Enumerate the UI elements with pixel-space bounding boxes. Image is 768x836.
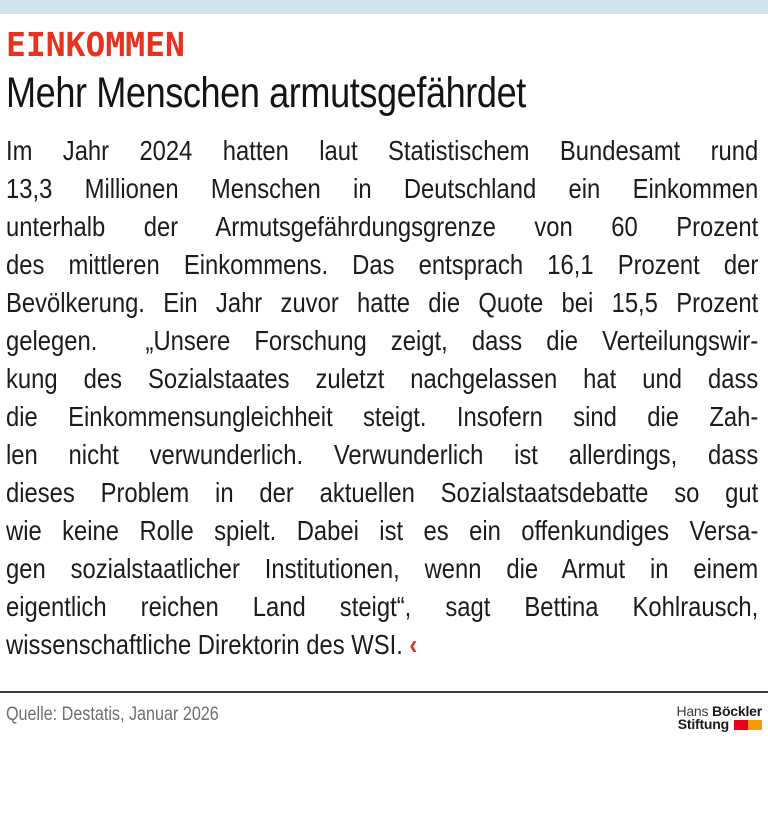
body-line: unterhalb der Armutsgefährdungsgrenze von 60 Prozent — [6, 211, 759, 242]
body-line: des mittleren Einkommens. Das entsprach 16,1 Prozent der — [6, 249, 759, 280]
top-accent-bar — [0, 0, 768, 14]
body-line: Bevölkerung. Ein Jahr zuvor hatte die Quote bei 15,5 Prozent — [6, 287, 759, 318]
logo-orange-square-icon — [748, 720, 762, 730]
body-line: gelegen. „Unsere Forschung zeigt, dass die Verteilungswir- — [6, 325, 759, 356]
body-line: len nicht verwunderlich. Verwunderlich ist allerdings, dass — [6, 439, 759, 470]
body-line: 13,3 Millionen Menschen in Deutschland ein Einkommen — [6, 173, 759, 204]
headline: Mehr Menschen armutsgefährdet — [6, 69, 526, 117]
logo-name-hans: Hans — [676, 703, 709, 719]
body-line: wie keine Rolle spielt. Dabei ist es ein offenkundiges Versa- — [6, 515, 759, 546]
body-line: kung des Sozialstaates zuletzt nachgelassen hat und dass — [6, 363, 759, 394]
footer — [0, 693, 768, 731]
article-content — [0, 25, 768, 664]
body-line: dieses Problem in der aktuellen Sozialstaatsdebatte so gut — [6, 477, 759, 508]
logo-name-boeckler: Böckler — [712, 703, 762, 719]
body-line: Im Jahr 2024 hatten laut Statistischem Bundesamt rund — [6, 135, 759, 166]
logo-red-square-icon — [734, 720, 748, 730]
body-line: gen sozialstaatlicher Institutionen, wenn die Armut in einem — [6, 553, 759, 584]
logo-line-2 — [676, 718, 762, 731]
body-line: wissenschaftliche Direktorin des WSI. ‹ — [6, 629, 418, 660]
body-line: die Einkommensungleichheit steigt. Insofern sind die Zah- — [6, 401, 759, 432]
kicker-label: EINKOMMEN — [6, 25, 185, 64]
article-body — [6, 132, 758, 664]
source-note: Quelle: Destatis, Januar 2026 — [6, 704, 219, 725]
article-end-icon: ‹ — [402, 629, 418, 660]
logo-name-stiftung: Stiftung — [677, 716, 729, 732]
hans-boeckler-stiftung-logo — [676, 703, 762, 731]
body-line: eigentlich reichen Land steigt“, sagt Bettina Kohlrausch, — [6, 591, 759, 622]
